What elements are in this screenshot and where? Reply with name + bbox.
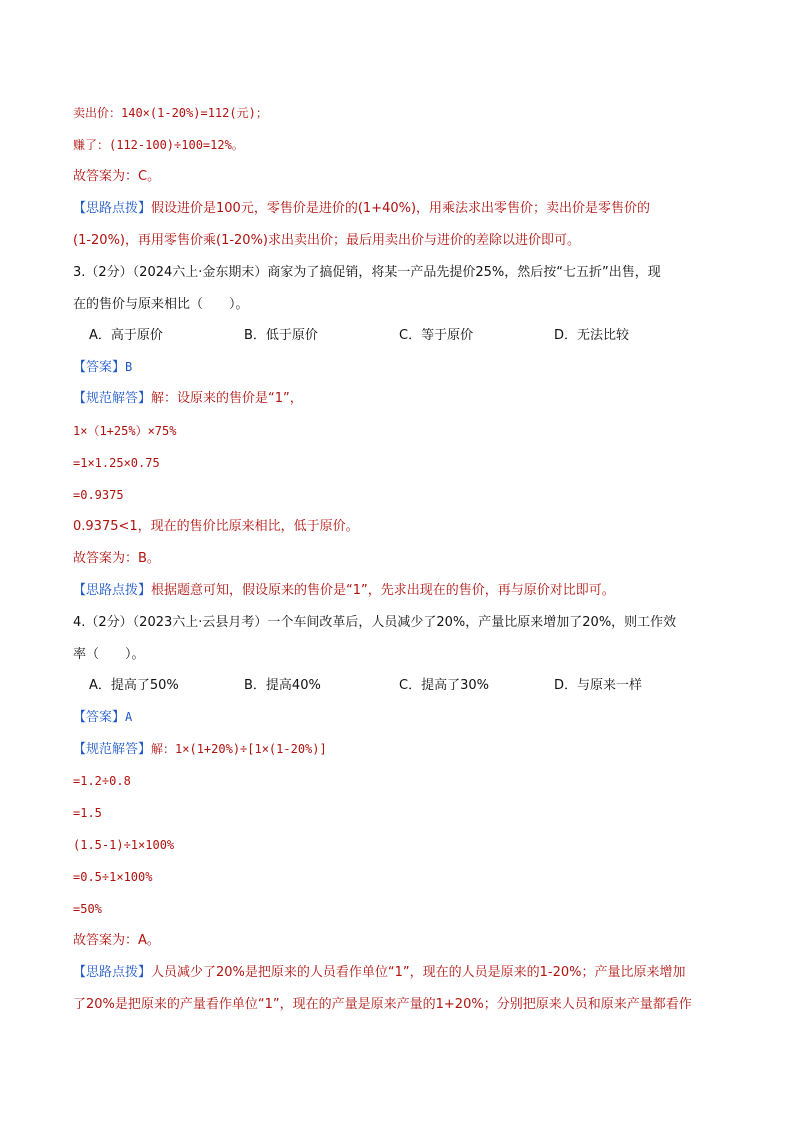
q3-conclusion: 故答案为：B。 [73,551,160,566]
q3-solution-line-3: =0.9375 [73,488,124,502]
answer-tag: 【答案】 [73,710,126,725]
prev-calc-line-1: 卖出价：140×(1-20%)=112(元)； [73,106,268,120]
q4-solution-line-2: =1.5 [73,806,102,820]
q3-solution-head: 解：设原来的售价是“1”， [151,391,303,406]
q4-answer-value: A [125,710,133,724]
q3-hint [73,582,734,600]
q4-option-d: D．与原来一样 [554,678,643,693]
hint-tag: 【思路点拨】 [73,583,152,598]
prev-conclusion: 故答案为：C。 [73,169,161,184]
q4-solution-line-4: =0.5÷1×100% [73,870,153,884]
solution-tag: 【规范解答】 [73,391,152,406]
q4-hint-text-1: 人员减少了20%是把原来的人员看作单位“1”，现在的人员是原来的1-20%；产量比原来增加 [151,965,686,980]
q4-hint-text-2: 了20%是把原来的产量看作单位“1”，现在的产量是原来产量的1+20%；分别把原来人员和原来产量都看作 [73,997,692,1012]
q4-stem-line-2: 率（ ）。 [73,647,145,662]
q4-solution-line-5: =50% [73,902,102,916]
q4-solution-line-3: (1.5-1)÷1×100% [73,838,175,852]
q4-solution-line-1: =1.2÷0.8 [73,774,131,788]
q4-answer [73,708,734,727]
q3-solution-line-4: 0.9375<1，现在的售价比原来相比，低于原价。 [73,519,359,534]
prev-hint [73,200,734,218]
solution-tag: 【规范解答】 [73,742,152,757]
q3-answer [73,358,734,377]
q3-solution [73,390,734,408]
q3-answer-value: B [125,360,133,374]
hint-tag: 【思路点拨】 [73,965,152,980]
q3-option-b: B．低于原价 [244,328,318,343]
q4-option-a: A．提高了50% [89,678,179,693]
q3-option-d: D．无法比较 [554,328,630,343]
q4-solution [73,740,734,759]
q4-conclusion: 故答案为：A。 [73,933,160,948]
prev-hint-text-2: (1-20%)，再用零售价乘(1-20%)求出卖出价；最后用卖出价与进价的差除以进价即可。 [73,233,581,248]
q3-hint-text: 根据题意可知，假设原来的售价是“1”，先求出现在的售价，再与原价对比即可。 [151,583,615,598]
q4-option-b: B．提高40% [244,678,321,693]
hint-tag: 【思路点拨】 [73,201,152,216]
q3-stem-line-1: 3.（2分）（2024六上·金东期末）商家为了搞促销，将某一产品先提价25%，然后按“七五折”出售，现 [73,265,661,280]
q3-solution-line-2: =1×1.25×0.75 [73,456,160,470]
q4-solution-head: 解：1×(1+20%)÷[1×(1-20%)] [151,742,327,756]
prev-hint-text-1: 假设进价是100元，零售价是进价的(1+40%)，用乘法求出零售价；卖出价是零售价的 [151,201,651,216]
q3-option-a: A．高于原价 [89,328,163,343]
q3-stem-line-2: 在的售价与原来相比（ ）。 [73,297,249,312]
q3-option-c: C．等于原价 [399,328,474,343]
q4-option-c: C．提高了30% [399,678,489,693]
prev-calc-line-2: 赚了：(112-100)÷100=12%。 [73,138,244,152]
q4-stem-line-1: 4.（2分）（2023六上·云县月考）一个车间改革后，人员减少了20%，产量比原来增加了20%，则工作效 [73,615,677,630]
answer-tag: 【答案】 [73,360,126,375]
q4-hint [73,964,734,982]
q3-solution-line-1: 1×（1+25%）×75% [73,424,177,438]
